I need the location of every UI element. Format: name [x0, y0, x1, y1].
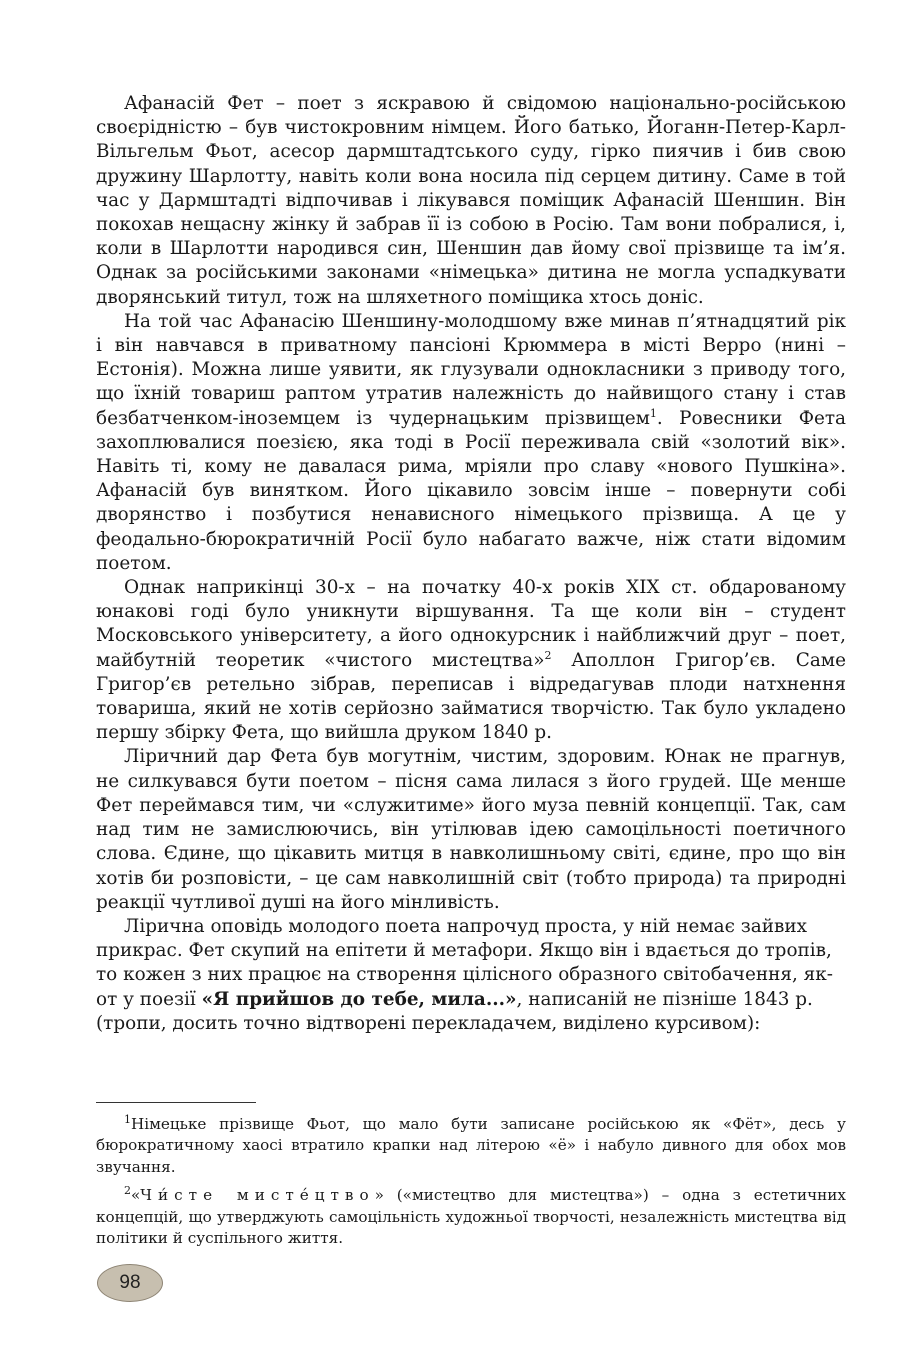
- paragraph-5: [96, 915, 846, 1036]
- paragraph-3: [96, 576, 846, 745]
- footnote-2-quote-open: «: [131, 1186, 141, 1205]
- footnote-2: [96, 1185, 846, 1249]
- footnote-ref-2: 2: [544, 648, 552, 662]
- page-number-badge: [97, 1264, 163, 1302]
- paragraph-2-part-b: . Ровесники Фета захоплювалися поезією, яка тоді в Росії переживала свій «золотий вік». Навіть ті, кому не давалася рима, мріяли про славу «нового Пушкіна». Афанасій був винятком. Його цікавило зовсім інше – повернути собі дворянство і позбутися ненависного німецького прізвища. А це у феодально-бюрократичній Росії було набагато важче, ніж стати відомим поетом.: [96, 407, 846, 574]
- paragraph-5-part-a: Лірична оповідь молодого поета напрочуд проста, у ній немає зайвих прикрас. Фет скупий на епітети й метафори. Якщо він і вдається до тропів, то кожен з них працює на створення цілісного образного світобачення, як-от у поезії: [96, 915, 833, 1010]
- page-number: 98: [119, 1272, 141, 1293]
- paragraph-3-part-b: Аполлон Григор’єв. Саме Григор’єв ретельно зібрав, переписав і відредагував плоди натхнення товариша, який не хотів серйозно займатися творчістю. Так було укладено першу збірку Фета, що вийшла друком 1840 р.: [96, 649, 846, 744]
- footnote-divider: [96, 1102, 256, 1103]
- footnote-marker-2: 2: [124, 1184, 131, 1198]
- poem-title: «Я прийшов до тебе, мила...»: [201, 988, 517, 1010]
- footnote-1-text: Німецьке прізвище Фьот, що мало бути записане російською як «Фёт», десь у бюрократичному хаосі втратило крапки над літерою «ё» і набуло дивного для обох мов звучання.: [96, 1115, 846, 1176]
- paragraph-2-part-a: На той час Афанасію Шеншину-молодшому вже минав п’ятнадцятий рік і він навчався в приватному пансіоні Крюммера в місті Верро (нині – Естонія). Можна лише уявити, як глузували однокласники з приводу того, що їхній товариш раптом утратив належність до найвищого стану і став безбатченком-іноземцем із чудернацьким прізвищем: [96, 310, 846, 429]
- footnote-ref-1: 1: [649, 406, 657, 420]
- main-text: [96, 92, 846, 1036]
- footnotes: [96, 1114, 846, 1256]
- footnote-marker-1: 1: [124, 1112, 131, 1126]
- paragraph-4: Ліричний дар Фета був могутнім, чистим, здоровим. Юнак не прагнув, не силкувався бути поетом – пісня сама лилася з його грудей. Ще менше Фет переймався тим, чи «служитиме» його муза певній концепції. Так, сам над тим не замислюючись, він утілював ідею самоцільності поетичного слова. Єдине, що цікавить митця в навколишньому світі, єдине, про що він хотів би розповісти, – це сам навколишній світ (тобто природа) та природні реакції чутливої душі на його мінливість.: [96, 746, 846, 913]
- footnote-2-text: » («мистецтво для мистецтва») – одна з естетичних концепцій, що утверджують самоцільність художньої творчості, незалежність мистецтва від політики й суспільного життя.: [96, 1186, 846, 1248]
- paragraph-1: Афанасій Фет – поет з яскравою й свідомою національно-російською своєрідністю – був чистокровним німцем. Його батько, Йоганн-Петер-Карл-Вільгельм Фьот, асесор дармштадтського суду, гірко пиячив і бив свою дружину Шарлотту, навіть коли вона носила під серцем дитину. Саме в той час у Дармштадті відпочивав і лікувався поміщик Афанасій Шеншин. Він покохав нещасну жінку й забрав її із собою в Росію. Там вони побралися, і, коли в Шарлотти народився син, Шеншин дав йому свої прізвище та ім’я. Однак за російськими законами «німецька» дитина не могла успадкувати дворянський титул, тож на шляхетного поміщика хтось доніс.: [96, 93, 846, 308]
- footnote-1: [96, 1114, 846, 1178]
- paragraph-2: [96, 310, 846, 576]
- paragraph-5-part-b: , написаній не пізніше 1843 р. (тропи, досить точно відтворені перекладачем, виділено курсивом):: [96, 988, 813, 1034]
- paragraph-3-part-a: Однак наприкінці 30-х – на початку 40-х років XIX ст. обдарованому юнакові годі було уникнути віршування. Та ще коли він – студент Московського університету, а його однокурсник і найближчий друг – поет, майбутній теоретик «чистого мистецтва»: [96, 577, 846, 671]
- footnote-2-term: Чи́сте мисте́цтво: [140, 1186, 375, 1205]
